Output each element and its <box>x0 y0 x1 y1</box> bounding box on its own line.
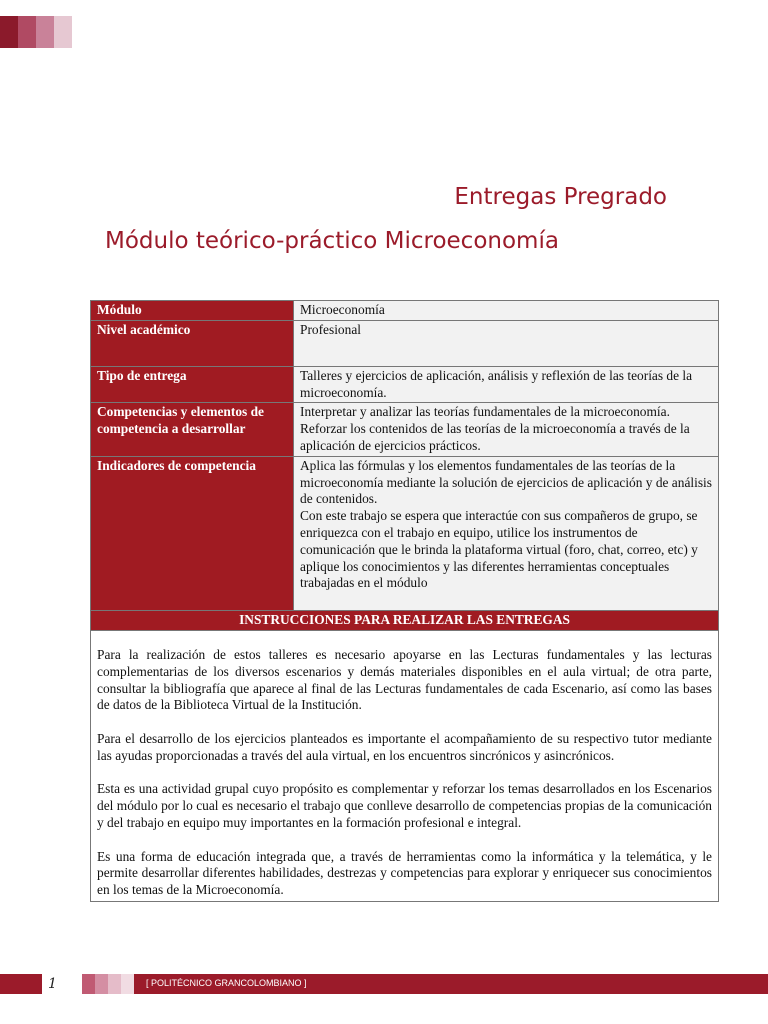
row-value-indicators <box>294 456 719 610</box>
decoration-square <box>54 16 72 48</box>
indicators-paragraph: Aplica las fórmulas y los elementos fundamentales de las teorías de la microeconomía mediante la solución de ejercicios de aplicación y de análisis de contenidos. <box>300 457 712 507</box>
row-label-module: Módulo <box>91 301 294 321</box>
indicators-paragraph: Con este trabajo se espera que interactúe con sus compañeros de grupo, se enriquezca con el trabajo en equipo, utilice los instrumentos de comunicación que le brinda la plataforma virtual (foro, chat, correo, etc) y aplique los conocimientos y las diferentes herramientas conceptuales trabajadas en el módulo <box>300 508 698 591</box>
row-value-competencies: Interpretar y analizar las teorías fundamentales de la microeconomía. Reforzar los contenidos de las teorías de la microeconomía a través de la aplicación de ejercicios prácticos. <box>294 403 719 456</box>
footer-square <box>82 974 95 994</box>
row-label-academic-level: Nivel académico <box>91 320 294 366</box>
table-row-instructions-body <box>91 630 719 901</box>
table-row-delivery-type <box>91 366 719 403</box>
decoration-square <box>0 16 18 48</box>
footer-institution-label: [ POLITÉCNICO GRANCOLOMBIANO ] <box>146 978 307 988</box>
footer-square <box>121 974 134 994</box>
instructions-body <box>91 630 719 901</box>
document-subtitle: Módulo teórico-práctico Microeconomía <box>105 228 559 254</box>
instructions-paragraph: Es una forma de educación integrada que, a través de herramientas como la informática y la telemática, y le permite desarrollar diferentes habilidades, destrezas y competencias para explorar y enriquecer sus conocimientos en los temas de la Microeconomía. <box>97 848 712 898</box>
module-info-table <box>90 300 719 902</box>
footer-square <box>108 974 121 994</box>
row-value-academic-level: Profesional <box>294 320 719 366</box>
decoration-square <box>36 16 54 48</box>
footer-square <box>95 974 108 994</box>
table-row-indicators <box>91 456 719 610</box>
page-number: 1 <box>48 976 57 992</box>
row-label-indicators: Indicadores de competencia <box>91 456 294 610</box>
table-row-instructions-header <box>91 611 719 631</box>
row-label-delivery-type: Tipo de entrega <box>91 366 294 403</box>
row-value-delivery-type: Talleres y ejercicios de aplicación, análisis y reflexión de las teorías de la microeconomía. <box>294 366 719 403</box>
page-footer <box>0 974 768 994</box>
document-title: Entregas Pregrado <box>454 184 667 210</box>
instructions-paragraph: Para el desarrollo de los ejercicios planteados es importante el acompañamiento de su respectivo tutor mediante las ayudas proporcionadas a través del aula virtual, en los encuentros sincrónicos y asincrónicos. <box>97 730 712 763</box>
row-label-competencies: Competencias y elementos de competencia a desarrollar <box>91 403 294 456</box>
footer-left-bar <box>0 974 42 994</box>
row-value-module: Microeconomía <box>294 301 719 321</box>
header-decoration-squares <box>0 16 72 48</box>
footer-decoration-squares <box>82 974 134 994</box>
table-row-academic-level <box>91 320 719 366</box>
instructions-header: INSTRUCCIONES PARA REALIZAR LAS ENTREGAS <box>91 611 719 631</box>
table-row-competencies <box>91 403 719 456</box>
decoration-square <box>18 16 36 48</box>
instructions-paragraph: Esta es una actividad grupal cuyo propósito es complementar y reforzar los temas desarrollados en los Escenarios del módulo por lo cual es necesario el trabajo que conlleve desarrollo de competencias propias de la comunicación y del trabajo en equipo muy importantes en la formación profesional e integral. <box>97 781 712 830</box>
instructions-paragraph: Para la realización de estos talleres es necesario apoyarse en las Lecturas fundamentales y las lecturas complementarias de los diversos escenarios y demás materiales disponibles en el aula virtual; de otra parte, consultar la bibliografía que aparece al final de las Lecturas fundamentales de cada Escenario, así como las bases de datos de la Biblioteca Virtual de la Institución. <box>97 646 712 713</box>
table-row-module <box>91 301 719 321</box>
